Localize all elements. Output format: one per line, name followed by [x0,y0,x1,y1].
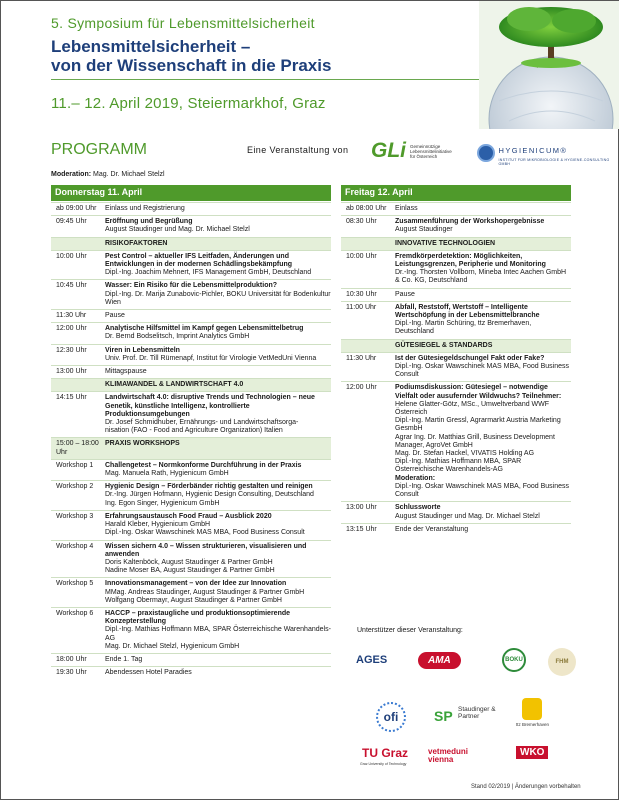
row-line: Doris Kaltenböck, August Staudinger & Partner GmbH [105,558,273,566]
organizer-label: Eine Veranstaltung von [247,145,349,155]
row-title: Wissen sichern 4.0 – Wissen strukturieren, visualisieren und anwenden [105,542,307,558]
day-header: Donnerstag 11. April [51,185,331,201]
row-content [105,347,331,363]
fhm-logo: FHM [548,648,576,676]
schedule-row [341,250,571,288]
ttz-icon [522,698,542,720]
program-heading: PROGRAMM [51,141,147,158]
row-time: 13:15 Uhr [346,525,377,533]
schedule-row [51,309,331,322]
row-time: 11:00 Uhr [346,303,377,311]
supporters-label: Unterstützer dieser Veranstaltung: [357,627,463,634]
schedule-row [51,540,331,578]
tu-graz-sub: Graz University of Technology [360,762,407,766]
schedule-row [51,279,331,309]
schedule-row [341,352,571,382]
hygienicum-logo [477,140,618,166]
row-line: Einlass und Registrierung [105,205,185,212]
row-time: 10:30 Uhr [346,290,377,298]
row-title: Challengetest – Normkonforme Durchführung in der Praxis [105,461,302,469]
row-content [105,312,331,320]
row-content [395,304,571,337]
row-line: Dipl.-Ing. Mathias Hoffmann MBA, SPAR Österreichische Warenhandels-AG [105,626,331,642]
row-time: Workshop 1 [56,461,94,469]
day-header: Freitag 12. April [341,185,571,201]
row-line: Dipl.-Ing. Oskar Wawschinek MAS MBA, Food Business Consult [105,529,305,537]
row-line: Dr.-Ing. Thorsten Vollborn, Mineba Intec Aachen GmbH & Co. KG, Deutschland [395,269,567,285]
row-title: Analytische Hilfsmittel im Kampf gegen Lebensmittelbetrug [105,325,304,333]
row-time: 08:30 Uhr [346,218,377,226]
row-title: Wasser: Ein Risiko für die Lebensmittelproduktion? [105,282,278,290]
row-content [105,656,331,664]
row-time: Workshop 5 [56,580,94,588]
schedule-row [51,480,331,510]
row-line: Mag. Dr. Michael Stelzl, Hygienicum GmbH [105,642,240,650]
row-content [395,205,571,213]
section-row [51,378,331,391]
thursday-column [51,185,331,679]
row-time: Workshop 4 [56,542,94,550]
row-line: August Staudinger [395,226,453,234]
gli-logo-mark: GLi [371,139,406,162]
staudinger-logo: Staudinger & Partner [458,706,496,720]
row-content [105,253,331,278]
schedule-row [341,215,571,236]
row-title: Fremdkörperdetektion: Möglichkeiten, Leistungsgrenzen, Peripherie und Monitoring [395,252,546,269]
row-title: Podiumsdiskussion: Gütesiegel – notwendige Vielfalt oder ausufernder Wildwuchs? Teilnehmer: [395,384,562,400]
row-content [105,381,331,389]
row-line: Ende 1. Tag [105,655,143,663]
row-time [51,381,105,389]
row-title: Abfall, Reststoff, Wertstoff – Intelligente Wertschöpfung in der Lebensmittelbranche [395,303,540,320]
row-time: 10:45 Uhr [56,282,87,290]
schedule-row [51,322,331,343]
row-title: Innovationsmanagement – von der Idee zur Innovation [105,580,287,588]
friday-rows [341,202,571,536]
row-line: Mag. Manuela Rath, Hygienicum GmbH [105,470,229,478]
hygienicum-sub: INSTITUT FÜR MIKROBIOLOGIE & HYGIENE-CONSULTING GMBH [498,158,610,166]
row-line: Helene Glatter-Götz, MSc., Umweltverband WWF Österreich [395,400,550,417]
row-content [395,526,571,534]
wko-logo: WKO [516,746,548,759]
row-line: August Staudinger und Mag. Dr. Michael Stelzl [105,226,250,234]
row-title: Pest Control – aktueller IFS Leitfaden, Änderungen und Entwicklungen in der modernen Schädlingsbekämpfung [105,252,293,269]
schedule-row [51,607,331,653]
row-time: 12:00 Uhr [346,384,377,392]
row-content [105,282,331,307]
schedule-row [51,391,331,437]
row-line: Dipl.-Ing. Dr. Marija Zunabovic-Pichler, BOKU Universität für Bodenkultur Wien [105,290,331,306]
ama-logo: AMA [418,652,461,669]
row-line: nisation (FAO - Food and Agriculture Organization) Italien [105,427,283,435]
row-line: Dipl.-Ing. Oskar Wawschinek MAS MBA, Food Business Consult [395,482,570,499]
row-title: Eröffnung und Begrüßung [105,218,193,226]
row-time: 10:00 Uhr [346,252,377,260]
gli-logo-text: Gemeinnützige Lebensmittelinitiative für Österreich [410,143,452,159]
hygienicum-circle-icon [477,144,495,162]
gli-logo [371,139,458,163]
section-row [341,339,571,352]
row-line: Nadine Moser BA, August Staudinger & Partner GmbH [105,567,275,575]
row-content [105,205,331,213]
section-row [51,437,331,458]
schedule-row [341,301,571,339]
date-place: 11.– 12. April 2019, Steiermarkhof, Graz [51,95,326,112]
row-title: RISIKOFAKTOREN [105,239,168,247]
row-line: Einlass [395,205,418,212]
schedule-row [341,381,571,501]
row-line: August Staudinger und Mag. Dr. Michael Stelzl [395,512,540,520]
row-content [395,218,571,234]
schedule-row [51,510,331,540]
row-time: Workshop 2 [56,483,94,491]
row-content [105,610,331,651]
row-line: Pause [395,290,415,298]
row-content [395,355,571,380]
thursday-rows [51,202,331,679]
row-content [105,513,331,538]
row-content [105,325,331,341]
row-line: Wolfgang Obermayr, August Staudinger & Partner GmbH [105,596,282,604]
row-line: Dipl.-Ing. Joachim Mehnert, IFS Management GmbH, Deutschland [105,269,312,277]
row-title: Erfahrungsaustausch Food Fraud – Ausblick 2020 [105,512,272,520]
row-time: 18:00 Uhr [56,655,87,663]
row-time: 12:30 Uhr [56,346,87,354]
row-content [105,218,331,234]
row-time: Workshop 3 [56,512,94,520]
row-time [341,240,395,248]
row-time [51,240,105,248]
row-title: Viren in Lebensmitteln [105,346,180,354]
row-content [105,394,331,435]
row-title: GÜTESIEGEL & STANDARDS [395,341,493,349]
schedule-row [341,288,571,301]
row-line: Dipl.-Ing. Martin Gressl, Agrarmarkt Austria Marketing GesmbH [395,417,561,433]
schedule-row [51,344,331,365]
row-line: Pause [105,312,125,320]
row-time: ab 09:00 Uhr [56,205,97,212]
row-line: Univ. Prof. Dr. Till Rümenapf, Institut für Virologie VetMedUni Vienna [105,354,317,362]
row-time: Workshop 6 [56,609,94,617]
row-title: KLIMAWANDEL & LANDWIRTSCHAFT 4.0 [105,381,244,389]
row-line: Mag. Dr. Stefan Hackel, VIVATIS Holding AG [395,450,535,458]
schedule-row [51,459,331,480]
row-time: 13:00 Uhr [56,368,87,376]
row-content [105,462,331,478]
moderation: Moderation: Mag. Dr. Michael Stelzl [51,171,165,178]
row-content [105,669,331,677]
row-content [395,384,571,499]
row-time: 10:00 Uhr [56,252,87,260]
schedule-row [51,577,331,607]
row-content [395,240,571,248]
friday-column [341,185,571,536]
row-content [105,580,331,605]
row-line: Abendessen Hotel Paradies [105,669,192,677]
row-content [105,440,331,456]
main-title: Lebensmittelsicherheit – von der Wissenschaft in die Praxis [51,37,332,75]
row-time: 11:30 Uhr [56,312,87,320]
footer-note: Stand 02/2019 | Änderungen vorbehalten [471,784,581,790]
tree-globe-image [479,1,619,129]
row-title: HACCP – praxistaugliche und produktionsoptimierende Konzepterstellung [105,609,291,626]
row-time: 11:30 Uhr [346,354,377,362]
row-title: PRAXIS WORKSHOPS [105,440,180,448]
header-rule [51,79,481,80]
row-time: 12:00 Uhr [56,325,87,333]
row-time: 09:45 Uhr [56,218,87,226]
row-title: Ist der Gütesiegeldschungel Fakt oder Fake? [395,354,545,362]
row-line: Ende der Veranstaltung [395,525,469,533]
schedule-row [51,215,331,236]
row-title: INNOVATIVE TECHNOLOGIEN [395,239,496,247]
header [1,1,619,129]
row-content [105,483,331,508]
row-content [395,253,571,286]
sp-logo: SP [434,708,453,724]
row-time: ab 08:00 Uhr [346,205,387,212]
row-content [105,543,331,576]
row-title: Zusammenführung der Workshopergebnisse [395,218,545,226]
schedule-row [341,523,571,536]
row-content [395,342,571,350]
section-row [341,237,571,250]
schedule-row [51,653,331,666]
row-line: Agrar Ing. Dr. Matthias Grill, Business Development Manager, AgroVet GmbH [395,433,555,449]
row-line: Harald Kleber, Hygienicum GmbH [105,521,211,529]
schedule-row [51,666,331,679]
row-line: Dipl.-Ing. Mathias Hoffmann MBA, SPAR Österreichische Warenhandels-AG [395,458,522,474]
row-line: Dr. Josef Schmidhuber, Ernährungs- und Landwirtschaftsorga- [105,419,299,427]
schedule-row [51,202,331,215]
schedule-row [51,365,331,378]
section-row [51,237,331,250]
row-title: Landwirtschaft 4.0: disruptive Trends und Technologien – neue Genetik, künstliche Intelligenz, kontrollierte Produktionsumgebungen [105,394,315,418]
row-content [395,291,571,299]
row-line: MMag. Andreas Staudinger, August Staudinger & Partner GmbH [105,588,305,596]
row-time: 19:30 Uhr [56,669,87,677]
row-title: Moderation: [395,474,436,482]
row-line: Dipl.-Ing. Oskar Wawschinek MAS MBA, Food Business Consult [395,363,570,379]
row-line: Dr. Bernd Bodselitsch, Imprint Analytics GmbH [105,333,250,341]
vetmeduni-logo: vetmeduni vienna [428,747,469,764]
row-title: Hygienic Design – Förderbänder richtig gestalten und reinigen [105,483,313,491]
row-line: Dr.-Ing. Jürgen Hofmann, Hygienic Design Consulting, Deutschland [105,491,314,499]
row-content [105,368,331,376]
row-time: 13:00 Uhr [346,504,377,512]
ttz-logo: ttz Bremerhaven [516,722,550,727]
row-content [105,240,331,248]
schedule-row [341,202,571,215]
row-title: Schlussworte [395,504,441,512]
row-line: Dipl.-Ing. Martin Schüring, ttz Bremerhaven, Deutschland [395,320,532,336]
schedule-row [51,250,331,280]
row-line: Mittagspause [105,368,147,376]
ages-logo: AGES [356,654,388,666]
hygienicum-name: HYGIENICUM® [498,146,568,155]
row-line: Ing. Egon Singer, Hygienicum GmbH [105,499,220,507]
row-time [341,342,395,350]
schedule-row [341,501,571,522]
symposium-title: 5. Symposium für Lebensmittelsicherheit [51,15,315,31]
row-time: 15:00 – 18:00 Uhr [56,440,99,456]
ofi-logo: ofi [376,702,406,732]
tu-graz-logo: TU Graz [362,746,409,760]
row-content [395,504,571,520]
row-time: 14:15 Uhr [56,394,87,402]
boku-logo: BOKU [502,648,526,672]
